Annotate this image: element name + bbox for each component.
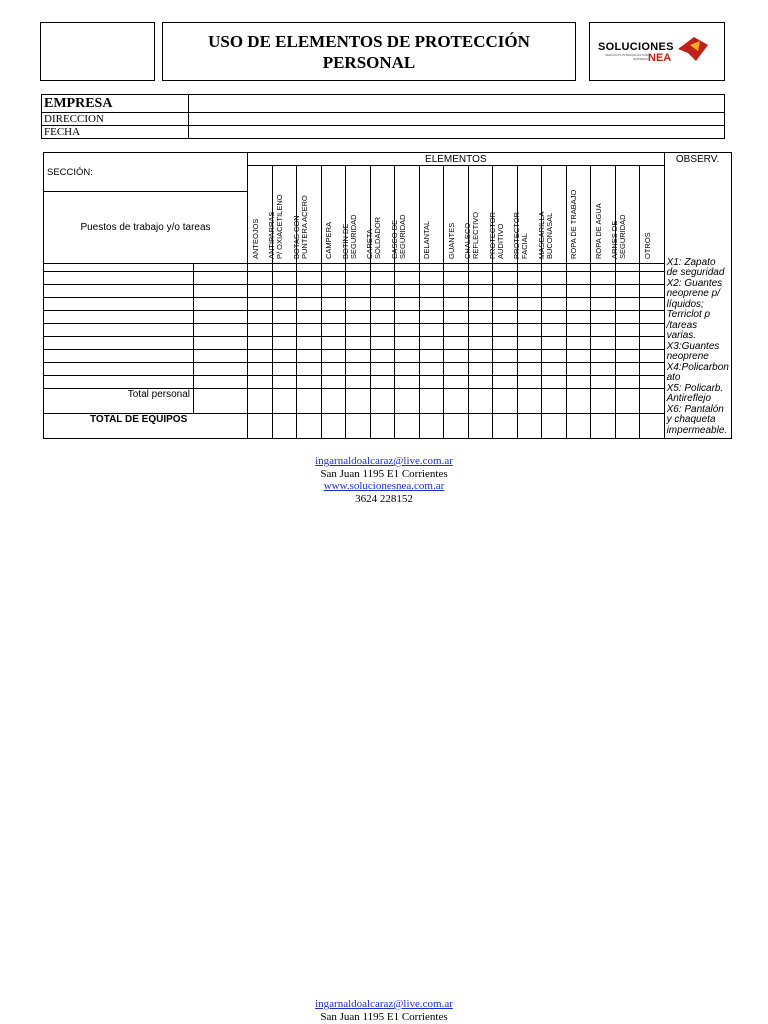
- grid-cell[interactable]: [297, 324, 322, 337]
- grid-cell[interactable]: [591, 285, 616, 298]
- grid-cell[interactable]: [615, 285, 640, 298]
- grid-cell[interactable]: [419, 311, 444, 324]
- grid-cell[interactable]: [370, 363, 395, 376]
- observ-note: X5: Policarb. Antireflejo: [666, 382, 724, 404]
- grid-cell[interactable]: [419, 363, 444, 376]
- grid-cell[interactable]: [493, 324, 518, 337]
- grid-cell[interactable]: [640, 337, 665, 350]
- total-equipos-cell[interactable]: [542, 414, 567, 439]
- grid-cell[interactable]: [395, 363, 420, 376]
- total-equipos-cell[interactable]: [248, 414, 273, 439]
- grid-cell[interactable]: [194, 363, 248, 376]
- title-line2: PERSONAL: [322, 52, 416, 72]
- grid-cell[interactable]: [640, 376, 665, 389]
- grid-cell[interactable]: [591, 272, 616, 285]
- grid-cell[interactable]: [248, 311, 273, 324]
- grid-cell[interactable]: [542, 272, 567, 285]
- grid-cell[interactable]: [566, 376, 591, 389]
- grid-cell[interactable]: [566, 324, 591, 337]
- total-personal-cell[interactable]: [444, 389, 469, 414]
- grid-cell[interactable]: [419, 272, 444, 285]
- grid-cell[interactable]: [44, 350, 194, 363]
- grid-cell[interactable]: [591, 350, 616, 363]
- grid-cell[interactable]: [44, 324, 194, 337]
- grid-cell[interactable]: [517, 311, 542, 324]
- grid-cell[interactable]: [346, 337, 371, 350]
- total-equipos-cell[interactable]: [395, 414, 420, 439]
- grid-cell[interactable]: [517, 285, 542, 298]
- column-header-label: ROPA DE TRABAJO: [569, 189, 579, 259]
- grid-cell[interactable]: [468, 324, 493, 337]
- table-row: [44, 272, 732, 285]
- grid-cell[interactable]: [640, 285, 665, 298]
- footer-bottom: [0, 998, 768, 1023]
- grid-cell[interactable]: [591, 363, 616, 376]
- total-personal-cell[interactable]: [615, 389, 640, 414]
- grid-cell[interactable]: [297, 272, 322, 285]
- grid-cell[interactable]: [395, 337, 420, 350]
- grid-cell[interactable]: [272, 350, 297, 363]
- column-header: [291, 166, 322, 264]
- grid-cell[interactable]: [444, 324, 469, 337]
- grid-cell[interactable]: [297, 298, 322, 311]
- column-header-label: CASCO DE SEGURIDAD: [389, 214, 407, 259]
- grid-cell[interactable]: [493, 311, 518, 324]
- grid-cell[interactable]: [248, 376, 273, 389]
- footer-address: San Juan 1195 E1 Corrientes: [320, 467, 448, 480]
- column-header-label: ANTEOJOS: [250, 218, 260, 259]
- column-header-label: PROTECTOR AUDITIVO: [487, 212, 505, 259]
- column-header-label: CHALECO REFLECTIVO: [463, 211, 481, 259]
- grid-cell[interactable]: [272, 324, 297, 337]
- column-header: [419, 166, 444, 264]
- column-header-label: CARETA SOLDADOR: [365, 216, 383, 259]
- grid-cell[interactable]: [615, 264, 640, 272]
- grid-cell[interactable]: [297, 363, 322, 376]
- grid-cell[interactable]: [321, 264, 346, 272]
- grid-cell[interactable]: [444, 298, 469, 311]
- grid-cell[interactable]: [566, 285, 591, 298]
- grid-cell[interactable]: [248, 298, 273, 311]
- grid-cell[interactable]: [44, 272, 194, 285]
- grid-cell[interactable]: [615, 272, 640, 285]
- column-header: [536, 166, 567, 264]
- footer-bottom-address: San Juan 1195 E1 Corrientes: [320, 1010, 448, 1023]
- column-header-label: ROPA DE AGUA: [593, 203, 603, 259]
- grid-cell[interactable]: [370, 272, 395, 285]
- total-personal-cell[interactable]: [419, 389, 444, 414]
- grid-cell[interactable]: [297, 311, 322, 324]
- grid-cell[interactable]: [493, 376, 518, 389]
- grid-cell[interactable]: [194, 272, 248, 285]
- grid-cell[interactable]: [346, 285, 371, 298]
- grid-cell[interactable]: [468, 285, 493, 298]
- grid-cell[interactable]: [419, 324, 444, 337]
- grid-cell[interactable]: [444, 350, 469, 363]
- seccion-label: SECCIÓN:: [44, 153, 248, 192]
- grid-cell[interactable]: [542, 376, 567, 389]
- total-personal-cell[interactable]: [297, 389, 322, 414]
- grid-cell[interactable]: [194, 324, 248, 337]
- total-personal-cell[interactable]: [321, 389, 346, 414]
- footer-phone: 3624 228152: [355, 492, 413, 505]
- column-header: [566, 166, 591, 264]
- logo-word-nea: NEA: [648, 52, 672, 64]
- total-equipos-cell[interactable]: [640, 414, 665, 439]
- grid-cell[interactable]: [419, 298, 444, 311]
- grid-cell[interactable]: [615, 298, 640, 311]
- grid-cell[interactable]: [542, 337, 567, 350]
- grid-cell[interactable]: [566, 363, 591, 376]
- grid-cell[interactable]: [370, 264, 395, 272]
- empresa-value[interactable]: [189, 95, 725, 113]
- column-header-label: BOTAS CON PUNTERA ACERO: [291, 195, 309, 259]
- logo-tagline: SERVICIOS INTEGRALES PARA EMPRESAS: [605, 53, 650, 61]
- grid-cell[interactable]: [248, 337, 273, 350]
- grid-cell[interactable]: [248, 324, 273, 337]
- grid-cell[interactable]: [493, 264, 518, 272]
- header-left-box: [40, 22, 155, 81]
- column-header-label: CAMPERA: [324, 221, 334, 259]
- grid-cell[interactable]: [248, 363, 273, 376]
- total-personal-cell[interactable]: [493, 389, 518, 414]
- grid-cell[interactable]: [395, 350, 420, 363]
- logo-mark-icon: [676, 35, 710, 63]
- fecha-label: FECHA: [42, 126, 189, 139]
- grid-cell[interactable]: [542, 350, 567, 363]
- column-header: [610, 166, 640, 264]
- empresa-label: EMPRESA: [42, 95, 189, 113]
- grid-cell[interactable]: [419, 264, 444, 272]
- total-equipos-cell[interactable]: [566, 414, 591, 439]
- grid-cell[interactable]: [493, 298, 518, 311]
- grid-cell[interactable]: [370, 298, 395, 311]
- observ-note: X6: Pantalón y chaqueta impermeable.: [666, 403, 728, 436]
- grid-cell[interactable]: [468, 337, 493, 350]
- grid-cell[interactable]: [615, 376, 640, 389]
- ppe-grid: [43, 152, 732, 439]
- grid-cell[interactable]: [44, 337, 194, 350]
- grid-cell[interactable]: [542, 311, 567, 324]
- grid-cell[interactable]: [321, 272, 346, 285]
- total-personal-cell[interactable]: [591, 389, 616, 414]
- grid-cell[interactable]: [272, 337, 297, 350]
- grid-cell[interactable]: [566, 311, 591, 324]
- grid-cell[interactable]: [321, 350, 346, 363]
- grid-cell[interactable]: [370, 311, 395, 324]
- grid-cell[interactable]: [272, 272, 297, 285]
- company-info-table: [41, 94, 725, 139]
- grid-cell[interactable]: [321, 376, 346, 389]
- total-equipos-cell[interactable]: [444, 414, 469, 439]
- total-equipos-cell[interactable]: [370, 414, 395, 439]
- direccion-label: DIRECCION: [42, 113, 189, 126]
- grid-cell[interactable]: [444, 363, 469, 376]
- total-personal-cell[interactable]: [346, 389, 371, 414]
- grid-cell[interactable]: [346, 298, 371, 311]
- grid-cell[interactable]: [591, 376, 616, 389]
- grid-cell[interactable]: [346, 376, 371, 389]
- grid-cell[interactable]: [346, 272, 371, 285]
- total-personal-cell[interactable]: [395, 389, 420, 414]
- grid-cell[interactable]: [591, 298, 616, 311]
- grid-cell[interactable]: [615, 350, 640, 363]
- grid-cell[interactable]: [395, 376, 420, 389]
- grid-cell[interactable]: [517, 376, 542, 389]
- grid-cell[interactable]: [370, 350, 395, 363]
- total-personal-cell[interactable]: [566, 389, 591, 414]
- grid-cell[interactable]: [444, 272, 469, 285]
- grid-cell[interactable]: [615, 311, 640, 324]
- total-personal-cell[interactable]: [640, 389, 665, 414]
- grid-cell[interactable]: [542, 285, 567, 298]
- grid-cell[interactable]: [444, 264, 469, 272]
- grid-cell[interactable]: [321, 324, 346, 337]
- grid-cell[interactable]: [272, 298, 297, 311]
- total-personal-cell[interactable]: [517, 389, 542, 414]
- column-header-label: DELANTAL: [422, 220, 432, 259]
- total-personal-cell[interactable]: [248, 389, 273, 414]
- grid-cell[interactable]: [194, 311, 248, 324]
- total-equipos-cell[interactable]: [615, 414, 640, 439]
- grid-cell[interactable]: [395, 298, 420, 311]
- observ-note: X2: Guantes neoprene p/ líquidos; Terriclot p /tareas varias.: [666, 277, 723, 341]
- observ-notes: [664, 166, 731, 439]
- grid-cell[interactable]: [615, 324, 640, 337]
- grid-cell[interactable]: [517, 264, 542, 272]
- table-row: [44, 311, 732, 324]
- column-header-label: GUANTES: [446, 222, 456, 259]
- total-equipos-cell[interactable]: [297, 414, 322, 439]
- grid-cell[interactable]: [370, 376, 395, 389]
- grid-cell[interactable]: [542, 264, 567, 272]
- grid-cell[interactable]: [346, 363, 371, 376]
- grid-cell[interactable]: [444, 337, 469, 350]
- logo-word-soluciones: SOLUCIONES: [598, 41, 674, 53]
- page-title: [162, 22, 576, 81]
- grid-cell[interactable]: [346, 311, 371, 324]
- grid-cell[interactable]: [272, 363, 297, 376]
- grid-cell[interactable]: [44, 264, 194, 272]
- grid-cell[interactable]: [542, 324, 567, 337]
- grid-cell[interactable]: [468, 272, 493, 285]
- company-logo: [589, 22, 725, 81]
- grid-cell[interactable]: [591, 324, 616, 337]
- column-header-label: OTROS: [642, 232, 652, 259]
- grid-cell[interactable]: [444, 311, 469, 324]
- grid-cell[interactable]: [44, 285, 194, 298]
- grid-cell[interactable]: [419, 350, 444, 363]
- table-row: [44, 264, 732, 272]
- grid-cell[interactable]: [321, 363, 346, 376]
- grid-cell[interactable]: [419, 337, 444, 350]
- grid-cell[interactable]: [517, 324, 542, 337]
- grid-cell[interactable]: [44, 298, 194, 311]
- grid-cell[interactable]: [272, 376, 297, 389]
- total-equipos-cell[interactable]: [419, 414, 444, 439]
- grid-cell[interactable]: [272, 285, 297, 298]
- grid-cell[interactable]: [419, 376, 444, 389]
- total-personal-cell[interactable]: [194, 389, 248, 414]
- grid-cell[interactable]: [591, 337, 616, 350]
- column-header-label: ARNES DE SEGURIDAD: [610, 214, 628, 259]
- grid-cell[interactable]: [395, 285, 420, 298]
- total-personal-cell[interactable]: [468, 389, 493, 414]
- grid-cell[interactable]: [272, 311, 297, 324]
- grid-cell[interactable]: [321, 298, 346, 311]
- grid-cell[interactable]: [297, 337, 322, 350]
- grid-cell[interactable]: [640, 324, 665, 337]
- total-equipos-cell[interactable]: [321, 414, 346, 439]
- grid-cell[interactable]: [297, 350, 322, 363]
- total-personal-label: Total personal: [44, 389, 194, 414]
- grid-cell[interactable]: [395, 324, 420, 337]
- fecha-value[interactable]: [189, 126, 725, 139]
- grid-cell[interactable]: [370, 337, 395, 350]
- grid-cell[interactable]: [248, 350, 273, 363]
- grid-cell[interactable]: [517, 363, 542, 376]
- table-row: [44, 350, 732, 363]
- grid-cell[interactable]: [297, 376, 322, 389]
- elementos-header: ELEMENTOS: [248, 153, 665, 166]
- total-personal-cell[interactable]: [272, 389, 297, 414]
- grid-cell[interactable]: [248, 285, 273, 298]
- grid-cell[interactable]: [591, 264, 616, 272]
- grid-cell[interactable]: [321, 311, 346, 324]
- grid-cell[interactable]: [640, 272, 665, 285]
- title-line1: USO DE ELEMENTOS DE PROTECCIÓN: [208, 31, 530, 51]
- puestos-label: Puestos de trabajo y/o tareas: [44, 192, 248, 264]
- table-row: [44, 363, 732, 376]
- grid-cell[interactable]: [370, 285, 395, 298]
- grid-cell[interactable]: [493, 337, 518, 350]
- grid-cell[interactable]: [346, 324, 371, 337]
- grid-cell[interactable]: [493, 272, 518, 285]
- total-equipos-cell[interactable]: [517, 414, 542, 439]
- grid-cell[interactable]: [591, 311, 616, 324]
- grid-cell[interactable]: [346, 350, 371, 363]
- grid-cell[interactable]: [321, 285, 346, 298]
- grid-cell[interactable]: [493, 363, 518, 376]
- footer-bottom-email-link[interactable]: ingarnaldoalcaraz@live.com.ar: [315, 998, 453, 1010]
- table-row: [44, 337, 732, 350]
- observ-note: X3:Guantes neoprene: [666, 340, 720, 362]
- grid-cell[interactable]: [444, 376, 469, 389]
- column-header: [640, 166, 665, 264]
- grid-cell[interactable]: [640, 363, 665, 376]
- grid-cell[interactable]: [468, 264, 493, 272]
- footer-email-link[interactable]: ingarnaldoalcaraz@live.com.ar: [315, 455, 453, 467]
- grid-cell[interactable]: [517, 272, 542, 285]
- grid-cell[interactable]: [194, 264, 248, 272]
- column-header-label: BOTIN DE SEGURIDAD: [340, 214, 358, 259]
- grid-cell[interactable]: [395, 272, 420, 285]
- table-row: [44, 298, 732, 311]
- grid-cell[interactable]: [468, 350, 493, 363]
- grid-cell[interactable]: [493, 285, 518, 298]
- grid-cell[interactable]: [493, 350, 518, 363]
- grid-cell[interactable]: [194, 285, 248, 298]
- grid-cell[interactable]: [566, 264, 591, 272]
- grid-cell[interactable]: [640, 298, 665, 311]
- total-equipos-cell[interactable]: [272, 414, 297, 439]
- total-equipos-label: TOTAL DE EQUIPOS: [44, 414, 248, 439]
- grid-cell[interactable]: [468, 363, 493, 376]
- table-row: [44, 324, 732, 337]
- observ-note: X1: Zapato de seguridad: [666, 256, 725, 278]
- grid-cell[interactable]: [468, 311, 493, 324]
- grid-cell[interactable]: [297, 264, 322, 272]
- grid-cell[interactable]: [566, 298, 591, 311]
- grid-cell[interactable]: [468, 298, 493, 311]
- grid-cell[interactable]: [615, 337, 640, 350]
- grid-cell[interactable]: [395, 264, 420, 272]
- grid-cell[interactable]: [248, 264, 273, 272]
- total-equipos-cell[interactable]: [493, 414, 518, 439]
- grid-cell[interactable]: [194, 376, 248, 389]
- grid-cell[interactable]: [640, 264, 665, 272]
- grid-cell[interactable]: [517, 298, 542, 311]
- grid-cell[interactable]: [44, 376, 194, 389]
- grid-cell[interactable]: [194, 350, 248, 363]
- column-header-label: MASCARILLA BUCONASAL: [536, 211, 554, 259]
- total-personal-cell[interactable]: [370, 389, 395, 414]
- total-equipos-cell[interactable]: [346, 414, 371, 439]
- grid-cell[interactable]: [542, 363, 567, 376]
- grid-cell[interactable]: [321, 337, 346, 350]
- grid-cell[interactable]: [44, 311, 194, 324]
- grid-cell[interactable]: [517, 350, 542, 363]
- total-equipos-cell[interactable]: [468, 414, 493, 439]
- total-personal-cell[interactable]: [542, 389, 567, 414]
- grid-cell[interactable]: [370, 324, 395, 337]
- column-header-label: PROTECTOR FACIAL: [512, 212, 530, 259]
- grid-cell[interactable]: [566, 350, 591, 363]
- grid-cell[interactable]: [640, 311, 665, 324]
- column-header: [389, 166, 420, 264]
- grid-cell[interactable]: [194, 337, 248, 350]
- grid-cell[interactable]: [194, 298, 248, 311]
- grid-cell[interactable]: [395, 311, 420, 324]
- grid-cell[interactable]: [346, 264, 371, 272]
- total-equipos-cell[interactable]: [591, 414, 616, 439]
- grid-cell[interactable]: [615, 363, 640, 376]
- grid-cell[interactable]: [517, 337, 542, 350]
- direccion-value[interactable]: [189, 113, 725, 126]
- grid-cell[interactable]: [248, 272, 273, 285]
- grid-cell[interactable]: [419, 285, 444, 298]
- observ-header: OBSERV.: [664, 153, 731, 166]
- column-header-label: ANTIPARRAS P/ OXIACETILENO: [267, 194, 285, 259]
- grid-cell[interactable]: [566, 337, 591, 350]
- grid-cell[interactable]: [44, 363, 194, 376]
- grid-cell[interactable]: [542, 298, 567, 311]
- grid-cell[interactable]: [444, 285, 469, 298]
- footer-top: [0, 455, 768, 505]
- grid-cell[interactable]: [566, 272, 591, 285]
- grid-cell[interactable]: [640, 350, 665, 363]
- grid-cell[interactable]: [468, 376, 493, 389]
- grid-cell[interactable]: [272, 264, 297, 272]
- grid-cell[interactable]: [297, 285, 322, 298]
- table-row: [44, 285, 732, 298]
- table-row: [44, 376, 732, 389]
- observ-note: X4:Policarbon ato: [666, 361, 729, 383]
- footer-website-link[interactable]: www.solucionesnea.com.ar: [323, 480, 445, 492]
